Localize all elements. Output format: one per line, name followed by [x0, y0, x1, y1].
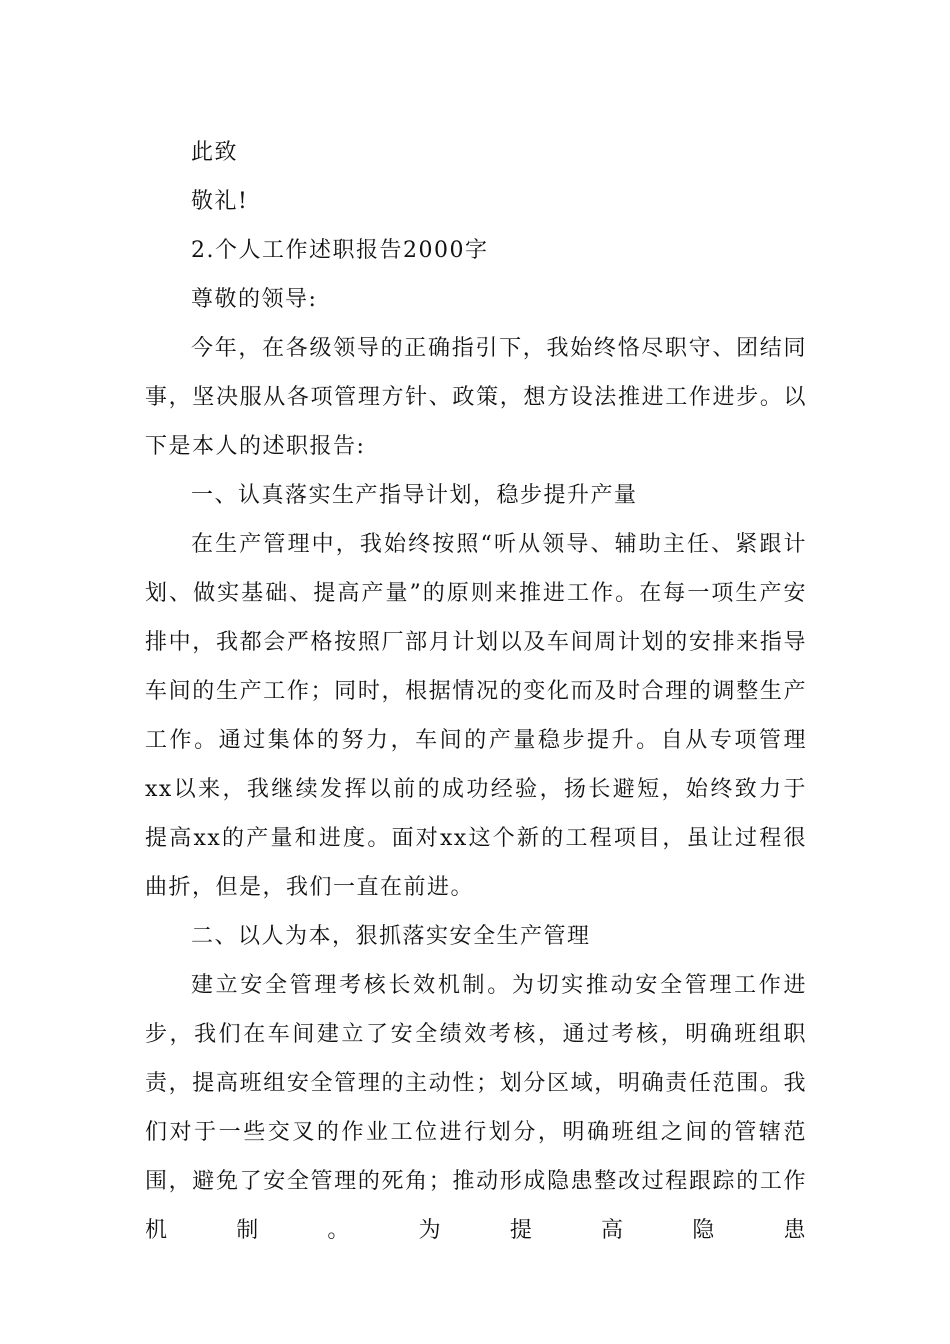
- body-paragraph-safety: 建立安全管理考核长效机制。为切实推动安全管理工作进步，我们在车间建立了安全绩效考核，通过考核，明确班组职责，提高班组安全管理的主动性；划分区域，明确责任范围。我们对于一些交叉的作业工位进行划分，明确班组之间的管辖范围，避免了安全管理的死角；推动形成隐患整改过程跟踪的工作机制。为提高隐患: [145, 973, 807, 1243]
- greeting: 尊敬的领导:: [191, 287, 318, 312]
- intro-paragraph: 今年，在各级领导的正确指引下，我始终恪尽职守、团结同事，坚决服从各项管理方针、政策，想方设法推进工作进步。以下是本人的述职报告:: [145, 336, 807, 459]
- section-title: 2.个人工作述职报告2000字: [191, 238, 489, 263]
- closing-salutation: 此致: [191, 140, 239, 165]
- body-paragraph-production: 在生产管理中，我始终按照“听从领导、辅助主任、紧跟计划、做实基础、提高产量”的原则来推进工作。在每一项生产安排中，我都会严格按照厂部月计划以及车间周计划的安排来指导车间的生产工作；同时，根据情况的变化而及时合理的调整生产工作。通过集体的努力，车间的产量稳步提升。自从专项管理xx以来，我继续发挥以前的成功经验，扬长避短，始终致力于提高xx的产量和进度。面对xx这个新的工程项目，虽让过程很曲折，但是，我们一直在前进。: [145, 532, 807, 900]
- document-body: [145, 128, 807, 1255]
- closing-regards: 敬礼!: [191, 189, 249, 214]
- heading-two: 二、以人为本，狠抓落实安全生产管理: [191, 924, 591, 949]
- heading-one: 一、认真落实生产指导计划，稳步提升产量: [191, 483, 638, 508]
